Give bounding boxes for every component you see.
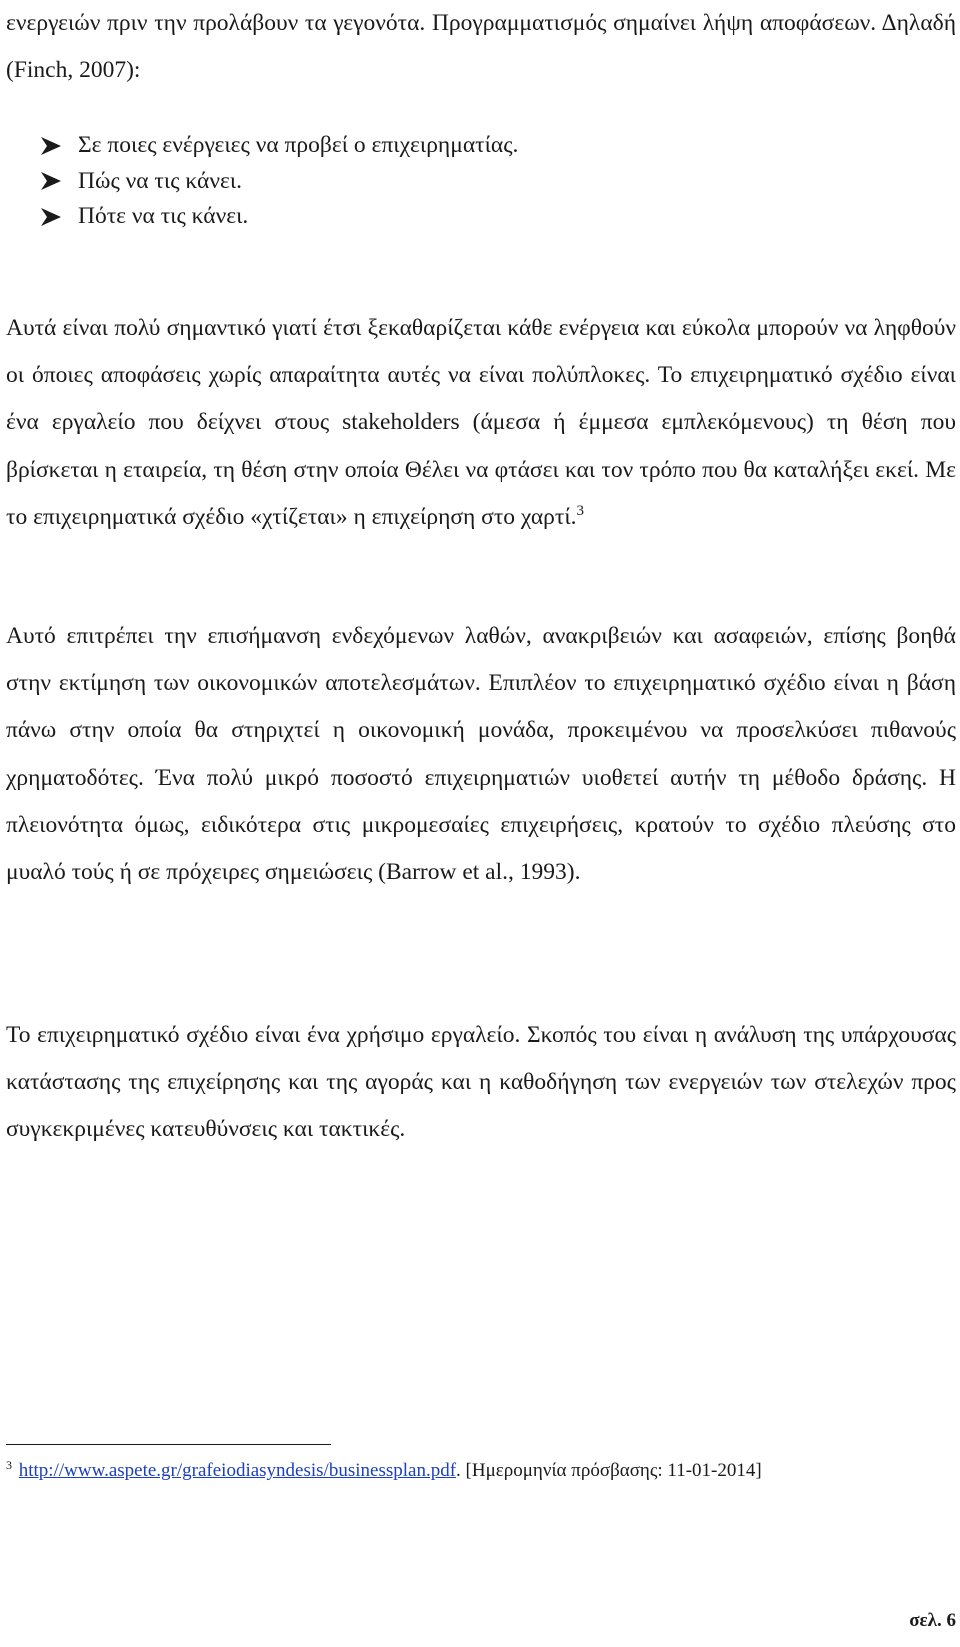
list-item [40, 164, 518, 200]
footnote-link[interactable]: http://www.aspete.gr/grafeiodiasyndesis/businessplan.pdf [18, 1460, 457, 1481]
paragraph-useful-tool: Το επιχειρηματικό σχέδιο είναι ένα χρήσιμο εργαλείο. Σκοπός του είναι η ανάλυση της υπάρχουσας κατάστασης της επιχείρησης και της αγοράς και η καθοδήγηση των ενεργειών των στελεχών προς συγκεκριμένες κατευθύνσεις και τακτικές. [6, 1022, 956, 1143]
list-item [40, 128, 518, 164]
footnote-access-date: . [Ημερομηνία πρόσβασης: 11-01-2014] [456, 1460, 762, 1481]
footnote-number: 3 [6, 1457, 12, 1472]
paragraph-intro: ενεργειών πριν την προλάβουν τα γεγονότα. Προγραμματισμός σημαίνει λήψη αποφάσεων. Δηλαδή (Finch, 2007): [6, 10, 956, 84]
bullet-text: Πότε να τις κάνει. [78, 203, 249, 229]
paragraph-error-detection: Αυτό επιτρέπει την επισήμανση ενδεχόμενων λαθών, ανακριβειών και ασαφειών, επίσης βοηθά στην εκτίμηση των οικονομικών αποτελεσμάτων. Επιπλέον το επιχειρηματικό σχέδιο είναι η βάση πάνω στην οποία θα στηριχτεί η οικονομική μονάδα, προκειμένου να προσελκύσει πιθανούς χρηματοδότες. Ένα πολύ μικρό ποσοστό επιχειρηματιών υιοθετεί αυτήν τη μέθοδο δράσης. Η πλειονότητα όμως, ειδικότερα στις μικρομεσαίες επιχειρήσεις, κρατούν το σχέδιο πλεύσης στο μυαλό τούς ή σε πρόχειρες σημειώσεις (Barrow et al., 1993). [6, 623, 956, 886]
footnote-reference[interactable]: 3 [576, 502, 585, 519]
paragraph-business-plan-tool [6, 305, 956, 541]
bullet-text: Πώς να τις κάνει. [78, 167, 243, 194]
paragraph-text: Αυτά είναι πολύ σημαντικό γιατί έτσι ξεκαθαρίζεται κάθε ενέργεια και εύκολα μπορούν να ληφθούν οι όποιες αποφάσεις χωρίς απαραίτητα αυτές να είναι πολύπλοκες. Το επιχειρηματικό σχέδιο είναι ένα εργαλείο που δείχνει στους stakeholders (άμεσα ή έμμεσα εμπλεκόμενους) τη θέση που βρίσκεται η εταιρεία, τη θέση στην οποία Θέλει να φτάσει και τον τρόπο που θα καταλήξει εκεί. Με το επιχειρηματικά σχέδιο «χτίζεται» η επιχείρηση στο χαρτί. [6, 315, 956, 530]
list-item [40, 199, 518, 235]
arrowhead-bullet-icon [40, 207, 78, 227]
bullet-list [40, 128, 518, 235]
footnote-separator [6, 1444, 331, 1445]
bullet-text: Σε ποιες ενέργειες να προβεί ο επιχειρηματίας. [78, 132, 519, 158]
footnote [6, 1458, 762, 1484]
page-number: σελ. 6 [909, 1610, 956, 1631]
arrowhead-bullet-icon [40, 171, 78, 191]
arrowhead-bullet-icon [40, 136, 78, 156]
